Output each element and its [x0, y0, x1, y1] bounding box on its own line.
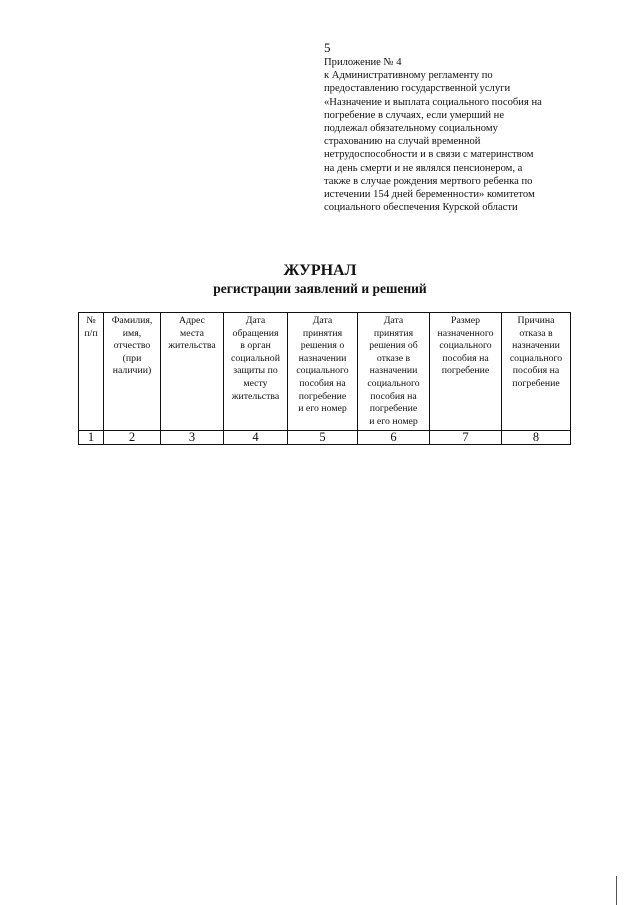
header-line: наличии) — [112, 365, 152, 377]
header-line: социальной — [231, 352, 280, 364]
appendix-line: социального обеспечения Курской области — [324, 202, 518, 214]
header-line: принятия — [373, 327, 414, 339]
header-line: социального — [367, 377, 420, 389]
column-number-cell: 8 — [502, 431, 571, 445]
column-number-cell: 2 — [104, 431, 161, 445]
header-line: Адрес — [179, 315, 205, 326]
header-line: принятия — [302, 327, 343, 339]
header-refusal-reason — [502, 313, 571, 431]
header-line: решения о — [300, 340, 345, 352]
header-line: решения об — [369, 340, 418, 352]
appendix-line: «Назначение и выплата социального пособия на — [324, 96, 542, 108]
column-number-cell: 4 — [224, 431, 288, 445]
column-number-cell: 7 — [430, 431, 502, 445]
header-line: Фамилия, — [111, 315, 153, 326]
header-line: погребение — [512, 377, 560, 389]
appendix-line: погребение в случаях, если умерший не — [324, 109, 505, 121]
header-line: погребение — [441, 365, 490, 377]
header-line: Дата — [312, 315, 333, 326]
header-line: назначении — [298, 352, 347, 364]
header-line: погребение — [298, 390, 347, 402]
header-line: назначении — [369, 365, 418, 377]
header-line: № — [86, 315, 96, 326]
header-line: погребение — [369, 403, 418, 415]
column-number-cell: 5 — [288, 431, 358, 445]
appendix-line: на день смерти и не являлся пенсионером, а — [324, 162, 523, 174]
appendix-line: страхованию на случай временной — [324, 136, 481, 148]
registration-journal-table — [78, 312, 571, 445]
table-header-row — [79, 313, 571, 431]
header-line: назначенного — [437, 327, 494, 339]
header-line: отчество — [113, 340, 151, 352]
header-line: пособия на — [370, 390, 417, 402]
header-line: Причина — [517, 315, 555, 326]
header-line: в орган — [240, 340, 271, 352]
header-line: назначении — [512, 340, 560, 352]
header-line: обращения — [232, 327, 279, 339]
header-refusal-decision-date — [358, 313, 430, 431]
header-line: отказа в — [519, 327, 553, 339]
appendix-line: к Административному регламенту по — [324, 70, 493, 82]
appendix-line: предоставлению государственной услуги — [324, 83, 511, 95]
header-application-date — [224, 313, 288, 431]
header-line: Размер — [451, 315, 480, 326]
header-line: месту — [243, 377, 268, 389]
header-benefit-amount — [430, 313, 502, 431]
header-grant-decision-date — [288, 313, 358, 431]
header-line: социального — [509, 352, 563, 364]
header-line: имя, — [122, 327, 142, 339]
table-row — [79, 431, 571, 445]
header-line: пособия на — [299, 377, 346, 389]
header-address — [161, 313, 224, 431]
header-line: п/п — [84, 327, 98, 339]
header-line: и его номер — [369, 415, 418, 427]
scan-edge-mark — [616, 876, 617, 905]
appendix-block — [324, 56, 584, 214]
header-line: и его номер — [298, 403, 347, 415]
column-number-cell: 6 — [358, 431, 430, 445]
appendix-line: также в случае рождения мертвого ребенка по — [324, 175, 533, 187]
appendix-line: истечении 154 дней беременности» комитетом — [324, 189, 535, 201]
header-line: пособия на — [442, 352, 489, 364]
header-line: пособия на — [512, 365, 560, 377]
appendix-line: нетрудоспособности и в связи с материнством — [324, 149, 534, 161]
header-line: Дата — [383, 315, 404, 326]
header-line: жительства — [168, 340, 216, 352]
header-line: отказе в — [376, 352, 411, 364]
header-line: жительства — [231, 390, 280, 402]
page-number: 5 — [324, 40, 331, 55]
header-line: социального — [439, 340, 492, 352]
header-line: места — [180, 327, 204, 339]
column-number-cell: 3 — [161, 431, 224, 445]
header-line: Дата — [245, 315, 266, 326]
appendix-line: Приложение № 4 — [324, 57, 402, 68]
header-full-name — [104, 313, 161, 431]
header-number — [79, 313, 104, 431]
header-line: социального — [296, 365, 349, 377]
header-line: (при — [122, 352, 142, 364]
document-subtitle: регистрации заявлений и решений — [213, 281, 427, 296]
header-line: защиты по — [233, 365, 278, 377]
document-title: ЖУРНАЛ — [283, 262, 357, 279]
appendix-line: подлежал обязательному социальному — [324, 123, 498, 135]
column-number-cell: 1 — [79, 431, 104, 445]
